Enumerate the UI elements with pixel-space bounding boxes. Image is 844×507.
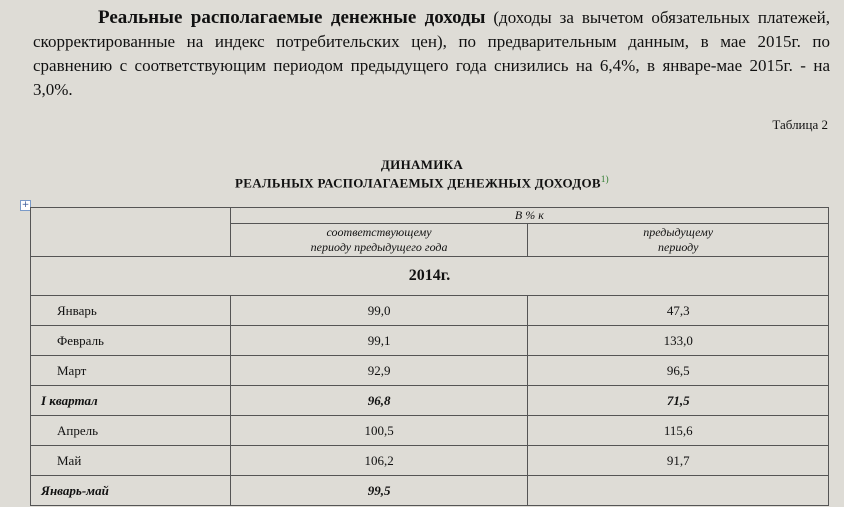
row-label: Май: [31, 446, 231, 476]
value-prev-year: 92,9: [230, 356, 528, 386]
header-group: В % к: [230, 208, 828, 224]
move-handle-icon[interactable]: +: [21, 200, 30, 210]
value-prev-period: [528, 476, 829, 506]
table-title-line-1: ДИНАМИКА: [380, 157, 464, 172]
table-row: [31, 416, 829, 446]
row-label: Апрель: [31, 416, 231, 446]
row-label: Январь-май: [31, 476, 231, 506]
row-label: I квартал: [31, 386, 231, 416]
value-prev-period: 91,7: [528, 446, 829, 476]
value-prev-year: 99,0: [230, 296, 528, 326]
header-col-prev-period-l2: периоду: [658, 240, 699, 254]
value-prev-year: 100,5: [230, 416, 528, 446]
value-prev-year: 106,2: [230, 446, 528, 476]
table-row: [31, 296, 829, 326]
header-col-prev-period-l1: предыдущему: [643, 225, 714, 239]
intro-body: (доходы за вычетом обязательных платежей, скорректированные на индекс потребительских цен), по предварительным данным, в мае 2015г. по сравнению с соответствующим периодом предыдущего года снизились на 6,4%, в январе-мае 2015г. - на 3,0%.: [33, 8, 831, 99]
row-label: Март: [31, 356, 231, 386]
value-prev-year: 99,5: [230, 476, 528, 506]
row-label: Февраль: [31, 326, 231, 356]
value-prev-period: 71,5: [528, 386, 829, 416]
table-title-text: РЕАЛЬНЫХ РАСПОЛАГАЕМЫХ ДЕНЕЖНЫХ ДОХОДОВ: [235, 175, 601, 191]
year-row: 2014г.: [31, 257, 829, 296]
table-row: [31, 446, 829, 476]
header-col-prev-year-l2: периоду предыдущего года: [310, 240, 448, 254]
table-row: [31, 386, 829, 416]
value-prev-period: 47,3: [528, 296, 829, 326]
header-blank-cell: [31, 208, 231, 257]
value-prev-period: 115,6: [528, 416, 829, 446]
value-prev-period: 133,0: [528, 326, 829, 356]
value-prev-year: 99,1: [230, 326, 528, 356]
row-label: Январь: [31, 296, 231, 326]
footnote-mark: 1): [600, 174, 609, 184]
table-row: [31, 326, 829, 356]
table-number: Таблица 2: [772, 117, 828, 132]
header-col-prev-period: [528, 224, 829, 257]
header-col-prev-year: [230, 224, 528, 257]
table-row: [31, 356, 829, 386]
value-prev-year: 96,8: [230, 386, 528, 416]
table-row: [31, 476, 829, 506]
value-prev-period: 96,5: [528, 356, 829, 386]
table-title-line-2: [0, 174, 844, 191]
intro-paragraph: [33, 6, 830, 102]
header-col-prev-year-l1: соответствующему: [326, 225, 432, 239]
intro-lead: Реальные располагаемые денежные доходы: [98, 7, 486, 28]
income-table: [30, 207, 829, 506]
